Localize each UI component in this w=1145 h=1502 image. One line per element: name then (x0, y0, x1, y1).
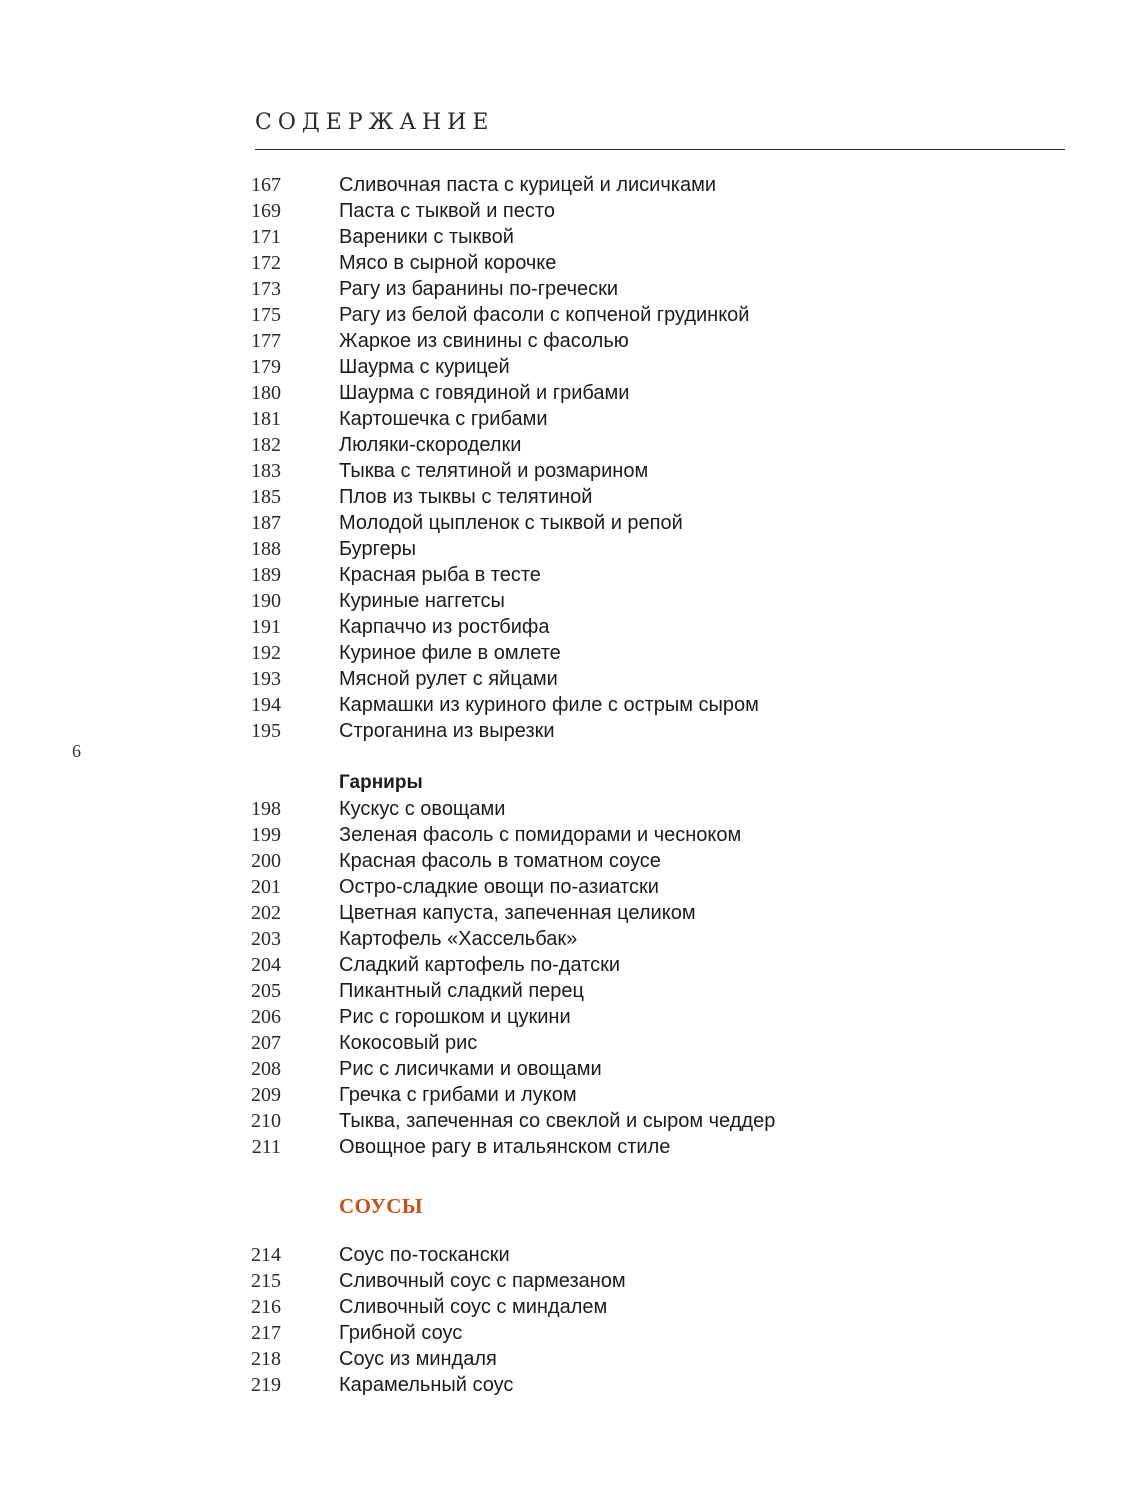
toc-entry-page: 217 (251, 1322, 281, 1344)
toc-entry-page: 198 (251, 798, 281, 820)
toc-entry-page: 201 (251, 876, 281, 898)
toc-entry[interactable] (0, 302, 1145, 328)
toc-entry[interactable] (0, 848, 1145, 874)
toc-entry[interactable] (0, 198, 1145, 224)
toc-entry[interactable] (0, 354, 1145, 380)
toc-entry-page: 206 (251, 1006, 281, 1028)
toc-entry[interactable] (0, 926, 1145, 952)
toc-entry-page: 207 (251, 1032, 281, 1054)
toc-entry-title: Куриные наггетсы (339, 590, 505, 612)
toc-entry-title: Зеленая фасоль с помидорами и чесноком (339, 824, 742, 846)
toc-entry-page: 188 (251, 538, 281, 560)
toc-entry[interactable] (0, 1134, 1145, 1160)
toc-entry[interactable] (0, 640, 1145, 666)
toc-entry[interactable] (0, 692, 1145, 718)
toc-group-sauces (0, 1242, 1145, 1398)
toc-group-main (0, 172, 1145, 744)
sauces-heading-label: СОУСЫ (339, 1194, 424, 1218)
table-of-contents (0, 172, 1145, 1398)
header-divider (255, 149, 1065, 150)
toc-entry-page: 218 (251, 1348, 281, 1370)
toc-entry[interactable] (0, 510, 1145, 536)
toc-entry-title: Овощное рагу в итальянском стиле (339, 1136, 671, 1158)
toc-entry[interactable] (0, 1346, 1145, 1372)
toc-entry-page: 175 (251, 304, 281, 326)
toc-entry[interactable] (0, 822, 1145, 848)
toc-entry-page: 193 (251, 668, 281, 690)
toc-entry[interactable] (0, 1108, 1145, 1134)
toc-entry-title: Мясной рулет с яйцами (339, 668, 558, 690)
toc-entry-page: 187 (251, 512, 281, 534)
toc-entry[interactable] (0, 484, 1145, 510)
toc-entry[interactable] (0, 1294, 1145, 1320)
toc-entry-title: Кармашки из куриного филе с острым сыром (339, 694, 759, 716)
toc-entry[interactable] (0, 1004, 1145, 1030)
toc-entry[interactable] (0, 614, 1145, 640)
toc-entry[interactable] (0, 1056, 1145, 1082)
toc-entry-page: 177 (251, 330, 281, 352)
toc-entry-page: 169 (251, 200, 281, 222)
toc-entry-page: 172 (251, 252, 281, 274)
toc-entry-title: Вареники с тыквой (339, 226, 514, 248)
toc-entry-title: Цветная капуста, запеченная целиком (339, 902, 696, 924)
toc-entry[interactable] (0, 1082, 1145, 1108)
toc-entry-title: Пикантный сладкий перец (339, 980, 584, 1002)
toc-entry-title: Красная фасоль в томатном соусе (339, 850, 661, 872)
toc-entry[interactable] (0, 536, 1145, 562)
toc-entry-title: Рис с лисичками и овощами (339, 1058, 602, 1080)
page-title: СОДЕРЖАНИЕ (255, 110, 495, 135)
toc-entry-title: Тыква с телятиной и розмарином (339, 460, 649, 482)
toc-entry-title: Сливочный соус с миндалем (339, 1296, 608, 1318)
toc-entry[interactable] (0, 406, 1145, 432)
toc-entry-page: 195 (251, 720, 281, 742)
toc-entry-page: 211 (251, 1136, 281, 1158)
toc-entry[interactable] (0, 1242, 1145, 1268)
toc-entry-page: 210 (251, 1110, 281, 1132)
toc-entry[interactable] (0, 458, 1145, 484)
toc-entry[interactable] (0, 328, 1145, 354)
toc-entry-title: Сладкий картофель по-датски (339, 954, 620, 976)
toc-entry-title: Куриное филе в омлете (339, 642, 561, 664)
toc-entry[interactable] (0, 276, 1145, 302)
page-number: 6 (72, 741, 81, 761)
toc-entry-title: Сливочная паста с курицей и лисичками (339, 174, 716, 196)
toc-entry-title: Грибной соус (339, 1322, 463, 1344)
toc-entry-title: Карпаччо из ростбифа (339, 616, 550, 638)
toc-entry-title: Карамельный соус (339, 1374, 514, 1396)
toc-entry[interactable] (0, 874, 1145, 900)
toc-entry-page: 183 (251, 460, 281, 482)
toc-entry-page: 189 (251, 564, 281, 586)
toc-entry[interactable] (0, 952, 1145, 978)
toc-entry-title: Картофель «Хассельбак» (339, 928, 578, 950)
garnish-heading-label: Гарниры (339, 772, 423, 793)
toc-entry-page: 191 (251, 616, 281, 638)
toc-entry-title: Тыква, запеченная со свеклой и сыром чеддер (339, 1110, 776, 1132)
toc-entry[interactable] (0, 588, 1145, 614)
toc-entry[interactable] (0, 250, 1145, 276)
toc-entry-title: Рагу из баранины по-гречески (339, 278, 619, 300)
toc-entry-title: Люляки-скороделки (339, 434, 522, 456)
toc-entry[interactable] (0, 1320, 1145, 1346)
toc-entry[interactable] (0, 224, 1145, 250)
toc-entry-page: 214 (251, 1244, 281, 1266)
toc-entry-page: 194 (251, 694, 281, 716)
toc-entry-page: 204 (251, 954, 281, 976)
toc-entry-title: Паста с тыквой и песто (339, 200, 555, 222)
toc-entry-title: Шаурма с говядиной и грибами (339, 382, 630, 404)
toc-entry-page: 200 (251, 850, 281, 872)
toc-entry-page: 192 (251, 642, 281, 664)
toc-entry-title: Гречка с грибами и луком (339, 1084, 577, 1106)
toc-entry-title: Строганина из вырезки (339, 720, 555, 742)
toc-entry-title: Рагу из белой фасоли с копченой грудинкой (339, 304, 750, 326)
toc-entry-title: Картошечка с грибами (339, 408, 548, 430)
toc-entry-page: 190 (251, 590, 281, 612)
toc-entry[interactable] (0, 432, 1145, 458)
toc-entry[interactable] (0, 900, 1145, 926)
toc-entry-page: 208 (251, 1058, 281, 1080)
toc-entry[interactable] (0, 1030, 1145, 1056)
toc-entry-page: 205 (251, 980, 281, 1002)
toc-entry-title: Кокосовый рис (339, 1032, 478, 1054)
toc-entry-page: 179 (251, 356, 281, 378)
toc-entry[interactable] (0, 1372, 1145, 1398)
toc-entry-title: Остро-сладкие овощи по-азиатски (339, 876, 659, 898)
toc-entry[interactable] (0, 172, 1145, 198)
toc-group-garnish (0, 796, 1145, 1160)
toc-entry-title: Бургеры (339, 538, 417, 560)
toc-entry-page: 173 (251, 278, 281, 300)
toc-entry[interactable] (0, 380, 1145, 406)
toc-entry-page: 180 (251, 382, 281, 404)
toc-entry-title: Кускус с овощами (339, 798, 506, 820)
toc-entry-title: Плов из тыквы с телятиной (339, 486, 593, 508)
sauces-heading (0, 1186, 1145, 1226)
toc-entry-page: 167 (251, 174, 281, 196)
toc-entry-title: Соус из миндаля (339, 1348, 497, 1370)
toc-entry[interactable] (0, 666, 1145, 692)
toc-entry-title: Мясо в сырной корочке (339, 252, 557, 274)
toc-entry-title: Соус по-тоскански (339, 1244, 510, 1266)
toc-entry-title: Жаркое из свинины с фасолью (339, 330, 629, 352)
toc-entry-page: 199 (251, 824, 281, 846)
toc-entry-title: Красная рыба в тесте (339, 564, 541, 586)
toc-entry-page: 202 (251, 902, 281, 924)
toc-entry-title: Шаурма с курицей (339, 356, 510, 378)
toc-entry[interactable] (0, 796, 1145, 822)
toc-entry[interactable] (0, 978, 1145, 1004)
toc-entry[interactable] (0, 1268, 1145, 1294)
toc-entry-page: 219 (251, 1374, 281, 1396)
toc-entry-page: 209 (251, 1084, 281, 1106)
toc-entry-page: 185 (251, 486, 281, 508)
toc-entry-title: Рис с горошком и цукини (339, 1006, 571, 1028)
toc-entry-title: Молодой цыпленок с тыквой и репой (339, 512, 683, 534)
toc-entry-page: 181 (251, 408, 281, 430)
toc-entry-page: 182 (251, 434, 281, 456)
toc-entry[interactable] (0, 562, 1145, 588)
toc-entry-title: Сливочный соус с пармезаном (339, 1270, 626, 1292)
toc-entry-page: 215 (251, 1270, 281, 1292)
toc-entry-page: 203 (251, 928, 281, 950)
toc-entry-page: 216 (251, 1296, 281, 1318)
garnish-heading (0, 770, 1145, 796)
toc-entry-page: 171 (251, 226, 281, 248)
toc-entry[interactable] (0, 718, 1145, 744)
